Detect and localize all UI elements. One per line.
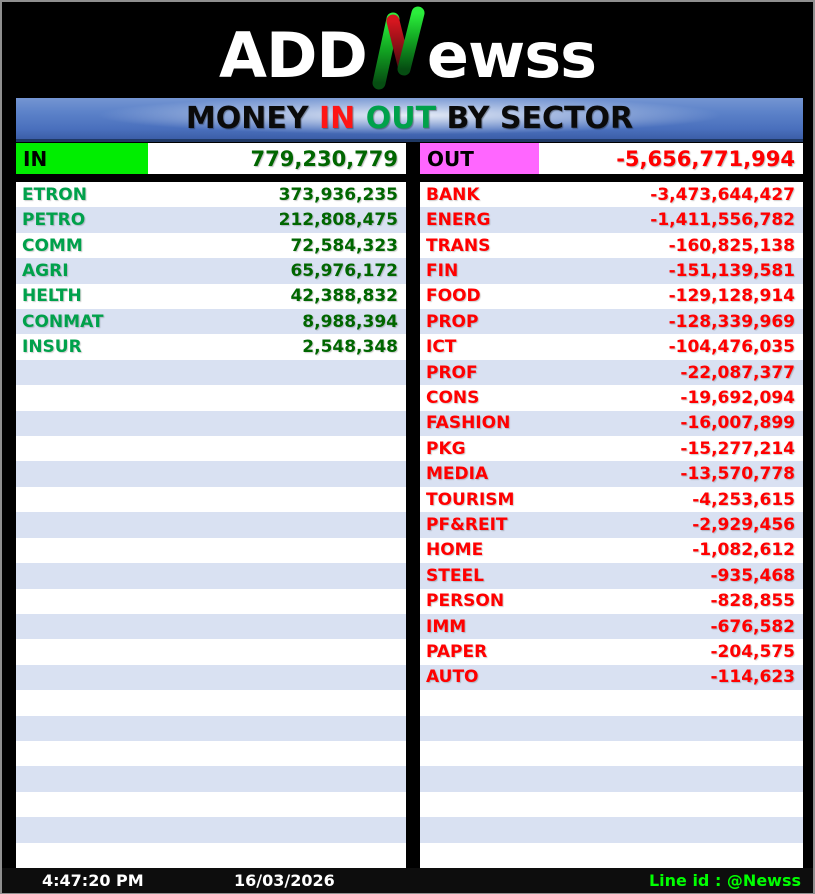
sector-value: 42,388,832 xyxy=(290,286,398,307)
sector-value: -676,582 xyxy=(710,616,795,637)
candlestick-n-icon xyxy=(369,7,425,91)
sector-label: AUTO xyxy=(426,667,479,688)
out-total-header xyxy=(420,143,803,174)
line-id-label: Line id : @Newss xyxy=(648,871,801,890)
sector-label: PKG xyxy=(426,438,466,459)
table-row xyxy=(16,716,406,741)
table-row xyxy=(16,589,406,614)
table-row xyxy=(16,182,406,207)
sector-value: -151,139,581 xyxy=(668,260,795,281)
sector-label: IMM xyxy=(426,616,467,637)
table-row xyxy=(420,665,803,690)
table-row xyxy=(16,639,406,664)
sector-label: FASHION xyxy=(426,413,511,434)
table-row xyxy=(420,360,803,385)
sector-value: -19,692,094 xyxy=(680,387,795,408)
sector-label: CONMAT xyxy=(22,311,104,332)
sector-label: PF&REIT xyxy=(426,514,508,535)
table-row xyxy=(16,284,406,309)
table-row xyxy=(420,487,803,512)
table-row xyxy=(420,690,803,715)
sector-value: -935,468 xyxy=(710,565,795,586)
out-label: OUT xyxy=(420,143,539,174)
sector-label: FOOD xyxy=(426,286,481,307)
table-row xyxy=(16,741,406,766)
table-row xyxy=(420,766,803,791)
sector-value: -13,570,778 xyxy=(680,464,795,485)
table-row xyxy=(420,233,803,258)
sector-value: 72,584,323 xyxy=(290,235,398,256)
table-row xyxy=(420,334,803,359)
table-row xyxy=(420,741,803,766)
sector-value: -15,277,214 xyxy=(680,438,795,459)
logo-suffix: ewss xyxy=(426,19,597,92)
clock-time: 4:47:20 PM xyxy=(42,871,144,890)
table-row xyxy=(16,360,406,385)
sector-value: 212,808,475 xyxy=(278,210,398,231)
table-row xyxy=(420,639,803,664)
table-row xyxy=(16,334,406,359)
title-out: OUT xyxy=(355,101,437,136)
sector-label: FIN xyxy=(426,260,459,281)
table-row xyxy=(420,461,803,486)
table-row xyxy=(420,563,803,588)
table-row xyxy=(420,284,803,309)
sector-value: -160,825,138 xyxy=(668,235,795,256)
logo-prefix: ADD xyxy=(218,19,367,92)
sector-label: PAPER xyxy=(426,642,488,663)
sector-label: ICT xyxy=(426,337,457,358)
sector-value: -204,575 xyxy=(710,642,795,663)
table-row xyxy=(16,436,406,461)
table-row xyxy=(420,309,803,334)
table-row xyxy=(420,207,803,232)
table-row xyxy=(16,309,406,334)
logo-text xyxy=(219,7,596,91)
sector-label: ENERG xyxy=(426,210,491,231)
table-row xyxy=(16,766,406,791)
sector-value: -1,411,556,782 xyxy=(650,210,795,231)
out-sector-table xyxy=(420,182,803,868)
sector-value: -22,087,377 xyxy=(680,362,795,383)
sector-label: PROF xyxy=(426,362,478,383)
sector-value: 373,936,235 xyxy=(278,184,398,205)
table-row xyxy=(420,512,803,537)
sector-value: -16,007,899 xyxy=(680,413,795,434)
table-row xyxy=(16,817,406,842)
title-by-sector: BY SECTOR xyxy=(436,101,634,136)
title-money: MONEY xyxy=(185,101,320,136)
sector-value: -4,253,615 xyxy=(692,489,795,510)
sector-label: AGRI xyxy=(22,260,69,281)
table-row xyxy=(16,411,406,436)
sector-label: HELTH xyxy=(22,286,82,307)
in-total-value: 779,230,779 xyxy=(250,146,398,171)
sector-label: TRANS xyxy=(426,235,491,256)
sector-label: MEDIA xyxy=(426,464,489,485)
out-total-value: -5,656,771,994 xyxy=(616,146,795,171)
sector-label: COMM xyxy=(22,235,83,256)
table-row xyxy=(420,538,803,563)
table-row xyxy=(16,385,406,410)
sector-value: 2,548,348 xyxy=(302,337,398,358)
in-total-header xyxy=(16,143,406,174)
sector-value: 8,988,394 xyxy=(302,311,398,332)
table-row xyxy=(420,385,803,410)
title-in: IN xyxy=(319,101,356,136)
table-row xyxy=(420,436,803,461)
sector-value: -104,476,035 xyxy=(668,337,795,358)
table-row xyxy=(420,589,803,614)
page-title xyxy=(186,101,633,136)
sector-value: -2,929,456 xyxy=(692,514,795,535)
title-banner xyxy=(16,98,803,142)
sector-value: -3,473,644,427 xyxy=(650,184,795,205)
table-row xyxy=(16,538,406,563)
table-row xyxy=(420,716,803,741)
in-label: IN xyxy=(16,143,148,174)
table-row xyxy=(420,614,803,639)
sector-label: PROP xyxy=(426,311,479,332)
table-row xyxy=(420,792,803,817)
logo-area xyxy=(2,2,813,96)
table-row xyxy=(16,563,406,588)
sector-value: -114,623 xyxy=(710,667,795,688)
sector-label: TOURISM xyxy=(426,489,515,510)
table-row xyxy=(16,665,406,690)
table-row xyxy=(16,614,406,639)
sector-label: INSUR xyxy=(22,337,82,358)
sector-value: -1,082,612 xyxy=(692,540,795,561)
sector-value: 65,976,172 xyxy=(290,260,398,281)
status-bar xyxy=(2,868,813,893)
sector-label: PERSON xyxy=(426,591,505,612)
table-row xyxy=(420,843,803,868)
table-row xyxy=(16,512,406,537)
table-row xyxy=(16,690,406,715)
table-row xyxy=(420,258,803,283)
table-row xyxy=(420,182,803,207)
in-sector-table xyxy=(16,182,406,868)
table-row xyxy=(16,461,406,486)
sector-label: PETRO xyxy=(22,210,86,231)
table-row xyxy=(16,207,406,232)
table-row xyxy=(16,258,406,283)
date-label: 16/03/2026 xyxy=(234,871,335,890)
table-row xyxy=(16,233,406,258)
sector-label: CONS xyxy=(426,387,480,408)
sector-value: -129,128,914 xyxy=(668,286,795,307)
table-row xyxy=(16,843,406,868)
sector-label: HOME xyxy=(426,540,484,561)
table-row xyxy=(16,792,406,817)
sector-value: -128,339,969 xyxy=(668,311,795,332)
sector-label: STEEL xyxy=(426,565,484,586)
table-row xyxy=(420,411,803,436)
table-row xyxy=(420,817,803,842)
sector-label: ETRON xyxy=(22,184,87,205)
table-row xyxy=(16,487,406,512)
sector-value: -828,855 xyxy=(710,591,795,612)
sector-label: BANK xyxy=(426,184,480,205)
